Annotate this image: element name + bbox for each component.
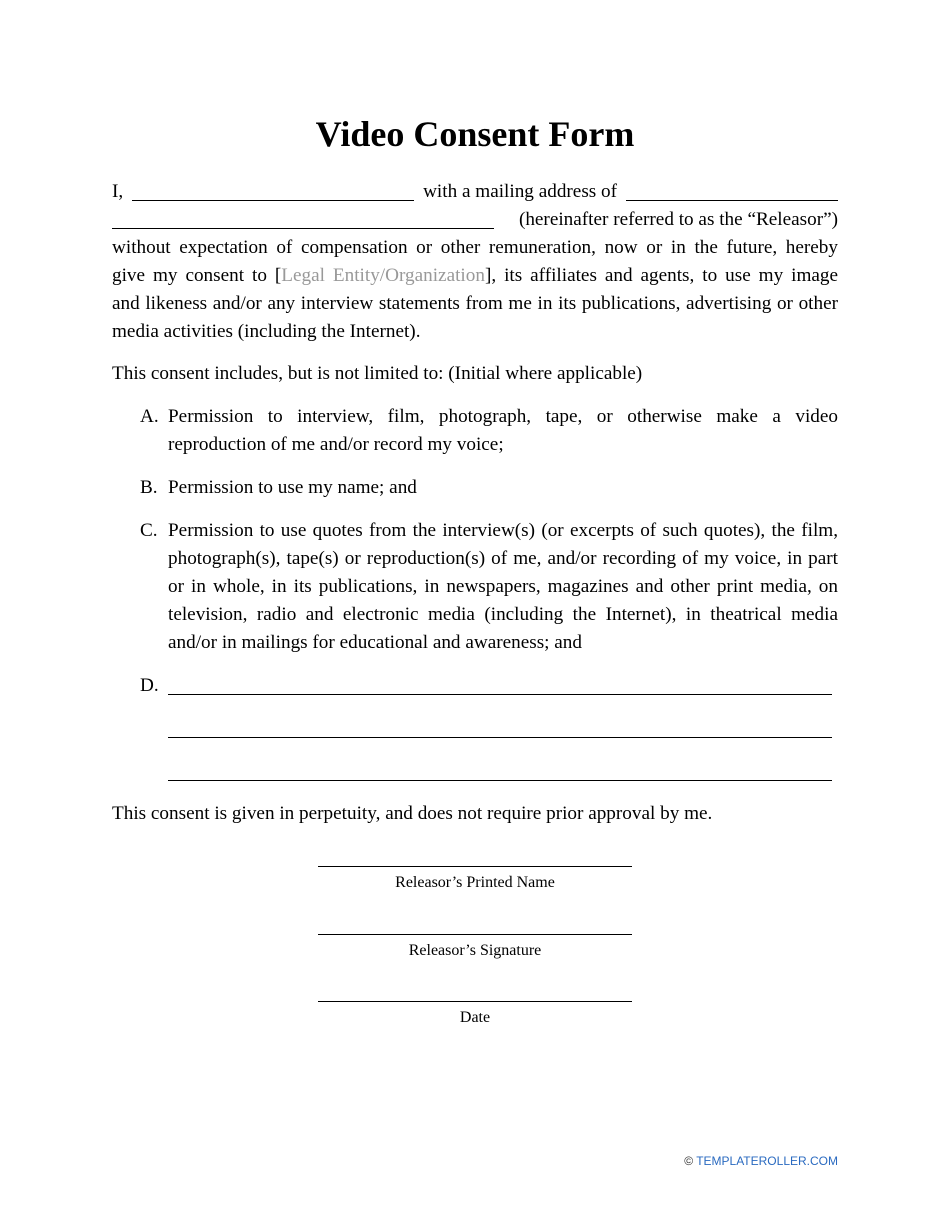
consent-to-text: give my consent to [ <box>112 265 282 286</box>
item-text: Permission to use my name; and <box>168 477 417 498</box>
footer-credit <box>684 1154 838 1168</box>
mailing-address-blank-2[interactable] <box>112 206 494 229</box>
date-line[interactable] <box>318 1001 632 1002</box>
date-label: Date <box>459 1009 491 1026</box>
releasor-definition-text: (hereinafter referred to as the “Releasor”) <box>518 209 838 230</box>
date-block <box>318 1001 632 1028</box>
consent-includes-text: This consent includes, but is not limited to: (Initial where applicable) <box>112 363 643 384</box>
signature-line[interactable] <box>318 934 632 935</box>
list-item-b <box>140 474 838 502</box>
templateroller-link[interactable]: TEMPLATEROLLER.COM <box>696 1154 838 1168</box>
paragraph-line-4 <box>112 262 838 290</box>
printed-name-label: Releasor’s Printed Name <box>395 874 555 891</box>
list-item-d <box>140 672 838 781</box>
intro-paragraph <box>112 178 838 346</box>
item-text: Permission to interview, film, photograph, tape, or otherwise make a video reproduction of me and/or record my voice; <box>168 406 838 455</box>
releasor-name-blank[interactable] <box>132 178 414 201</box>
paragraph-line-3: without expectation of compensation or other remuneration, now or in the future, hereby <box>112 237 838 258</box>
printed-name-line[interactable] <box>318 866 632 867</box>
affiliates-text: ], its affiliates and agents, to use my image <box>484 265 838 286</box>
closing-statement: This consent is given in perpetuity, and does not require prior approval by me. <box>112 803 713 824</box>
prefix-text: I, <box>112 181 124 202</box>
item-letter: D. <box>140 675 159 696</box>
signature-label: Releasor’s Signature <box>408 942 542 959</box>
item-d-blank-2[interactable] <box>168 715 832 738</box>
list-item-c <box>140 517 838 657</box>
printed-name-block <box>318 866 632 893</box>
item-letter: B. <box>140 477 158 498</box>
address-continuation-line <box>112 206 838 234</box>
item-letter: C. <box>140 520 158 541</box>
copyright-symbol: © <box>684 1154 694 1168</box>
legal-entity-placeholder[interactable]: Legal Entity/Organization <box>281 265 485 286</box>
item-d-blank-1[interactable] <box>168 672 832 695</box>
name-address-line <box>112 178 838 206</box>
item-d-blank-3[interactable] <box>168 758 832 781</box>
item-d-blank-lines <box>168 672 838 781</box>
list-item-a <box>140 403 838 459</box>
mailing-address-blank-1[interactable] <box>626 178 838 201</box>
item-letter: A. <box>140 406 159 427</box>
page-title: Video Consent Form <box>315 114 635 154</box>
item-text: Permission to use quotes from the interview(s) (or excerpts of such quotes), the film, photograph(s), tape(s) or reproduction(s) of me, and/or recording of my voice, in part or in whole, in its publications, in newspapers, magazines and other print media, on television, radio and electronic media (including the Internet), in theatrical media and/or in mailings for educational and awareness; and <box>168 520 838 653</box>
paragraph-rest: and likeness and/or any interview statements from me in its publications, advertising or other media activities (including the Internet). <box>112 293 838 342</box>
signature-block <box>318 934 632 961</box>
mailing-address-label: with a mailing address of <box>423 181 618 202</box>
